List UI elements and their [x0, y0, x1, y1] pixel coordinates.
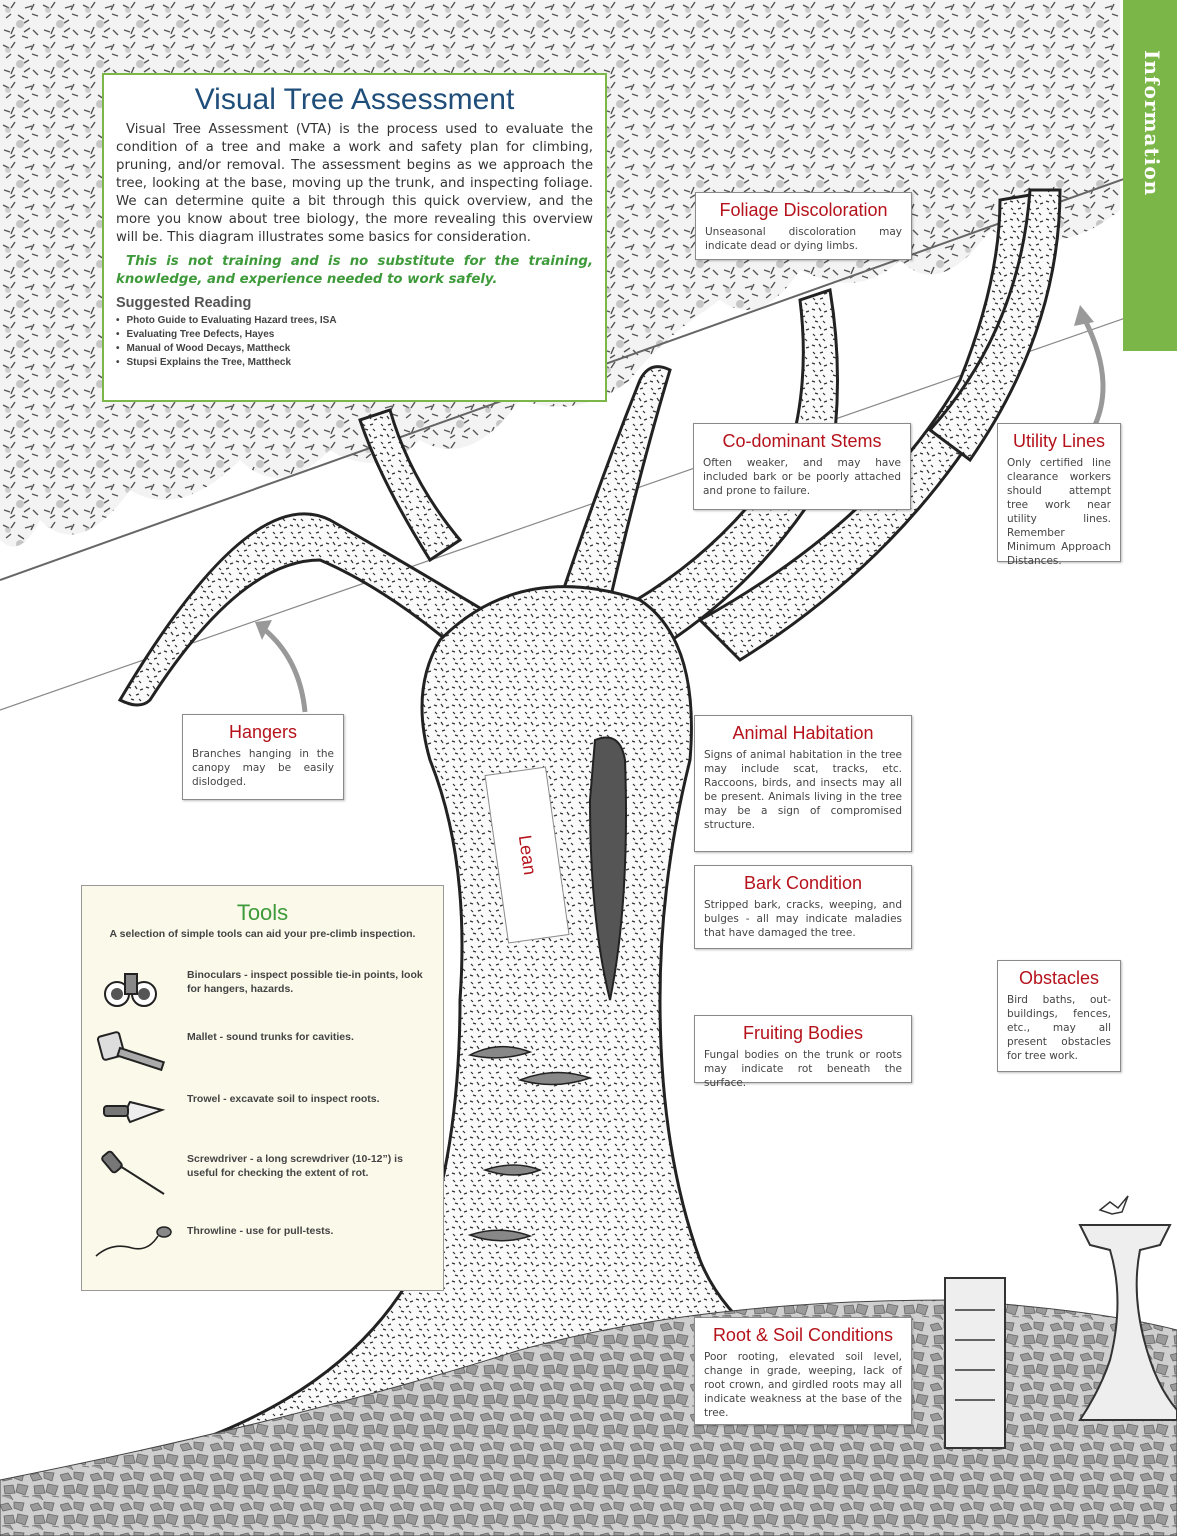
main-info-box [102, 73, 607, 402]
page-title: Visual Tree Assessment [194, 83, 515, 116]
callout-obstacles [997, 960, 1121, 1072]
suggested-reading-list [116, 314, 593, 370]
callout-title: Animal Habitation [732, 723, 874, 743]
tool-row-screwdriver [82, 1148, 445, 1198]
bird [1100, 1196, 1128, 1214]
lean-label: Lean [514, 833, 541, 877]
callout-title: Obstacles [1018, 968, 1100, 988]
suggested-reading-heading: Suggested Reading [116, 295, 252, 311]
reading-item: • Stupsi Explains the Tree, Mattheck [116, 356, 593, 370]
callout-root-soil-conditions [694, 1317, 912, 1425]
screwdriver-icon [92, 1148, 172, 1198]
reading-item: • Manual of Wood Decays, Mattheck [116, 342, 593, 356]
reading-item: • Photo Guide to Evaluating Hazard trees, ISA [116, 314, 593, 328]
information-tab-label: Information [1140, 50, 1164, 197]
callout-title: Co-dominant Stems [722, 431, 882, 451]
binoculars-icon [92, 964, 172, 1014]
callout-body: Bird baths, out-buildings, fences, etc., may all present obstacles for tree work. [1007, 993, 1111, 1062]
callout-body: Unseasonal discoloration may indicate dead or dying limbs. [705, 225, 902, 252]
callout-title: Bark Condition [743, 873, 863, 893]
tools-title: Tools [236, 900, 289, 925]
callout-body: Often weaker, and may have included bark or be poorly attached and prone to failure. [703, 456, 901, 497]
tool-description: Throwline - use for pull-tests. [187, 1225, 334, 1237]
tool-row-mallet [82, 1026, 445, 1076]
fence-post [945, 1278, 1005, 1448]
callout-body: Only certified line clearance workers should attempt tree work near utility lines. Remember Minimum Approach Distances. [1007, 456, 1111, 567]
callout-body: Signs of animal habitation in the tree may include scat, tracks, etc. Raccoons, birds, and insects may all be present. Animals living in the tree may be a sign of compromised structure. [704, 748, 902, 831]
tools-subtitle: A selection of simple tools can aid your pre-climb inspection. [109, 928, 416, 940]
callout-co-dominant-stems [693, 423, 911, 510]
callout-title: Fruiting Bodies [742, 1023, 864, 1043]
callout-title: Utility Lines [1012, 431, 1106, 451]
tools-panel [81, 885, 444, 1291]
callout-title: Root & Soil Conditions [712, 1325, 894, 1345]
callout-body: Stripped bark, cracks, weeping, and bulges - all may indicate maladies that have damaged the tree. [704, 898, 902, 939]
tool-description: Binoculars - inspect possible tie-in points, look for hangers, hazards. [187, 969, 423, 995]
callout-title: Hangers [228, 722, 298, 742]
trowel-icon [92, 1088, 172, 1138]
callout-foliage-discoloration [695, 192, 912, 260]
callout-title: Foliage Discoloration [719, 200, 888, 220]
mallet-icon [92, 1026, 172, 1076]
throwline-icon [92, 1220, 172, 1270]
callout-hangers [182, 714, 344, 800]
hangers-arrow [265, 630, 305, 712]
tool-row-binoculars [82, 964, 445, 1014]
callout-body: Poor rooting, elevated soil level, change in grade, weeping, lack of root crown, and girdled roots may all indicate weakness at the base of the tree. [704, 1350, 902, 1419]
tool-description: Trowel - excavate soil to inspect roots. [187, 1093, 380, 1105]
callout-body: Fungal bodies on the trunk or roots may indicate rot beneath the surface. [704, 1048, 902, 1089]
callout-fruiting-bodies [694, 1015, 912, 1089]
intro-paragraph: Visual Tree Assessment (VTA) is the process used to evaluate the condition of a tree and make a work and safety plan for climbing, pruning, and/or removal. The assessment begins as we approach the tree, looking at the base, moving up the trunk, and inspecting foliage. We can determine quite a bit through this quick overview, and the more you know about tree biology, the more revealing this overview will be. This diagram illustrates some basics for consideration. [116, 122, 593, 245]
tool-description: Screwdriver - a long screwdriver (10-12”) is useful for checking the extent of rot. [187, 1153, 403, 1179]
callout-utility-lines [997, 423, 1121, 567]
callout-body: Branches hanging in the canopy may be easily dislodged. [192, 747, 334, 788]
callout-bark-condition [694, 865, 912, 949]
reading-item: • Evaluating Tree Defects, Hayes [116, 328, 593, 342]
warning-text: This is not training and is no substitute for the training, knowledge, and experience needed to work safely. [116, 254, 593, 287]
tool-description: Mallet - sound trunks for cavities. [187, 1031, 354, 1043]
tool-row-trowel [82, 1088, 445, 1138]
callout-animal-habitation [694, 715, 912, 852]
tool-row-throwline [82, 1220, 445, 1270]
utility-arrow [1085, 320, 1103, 425]
